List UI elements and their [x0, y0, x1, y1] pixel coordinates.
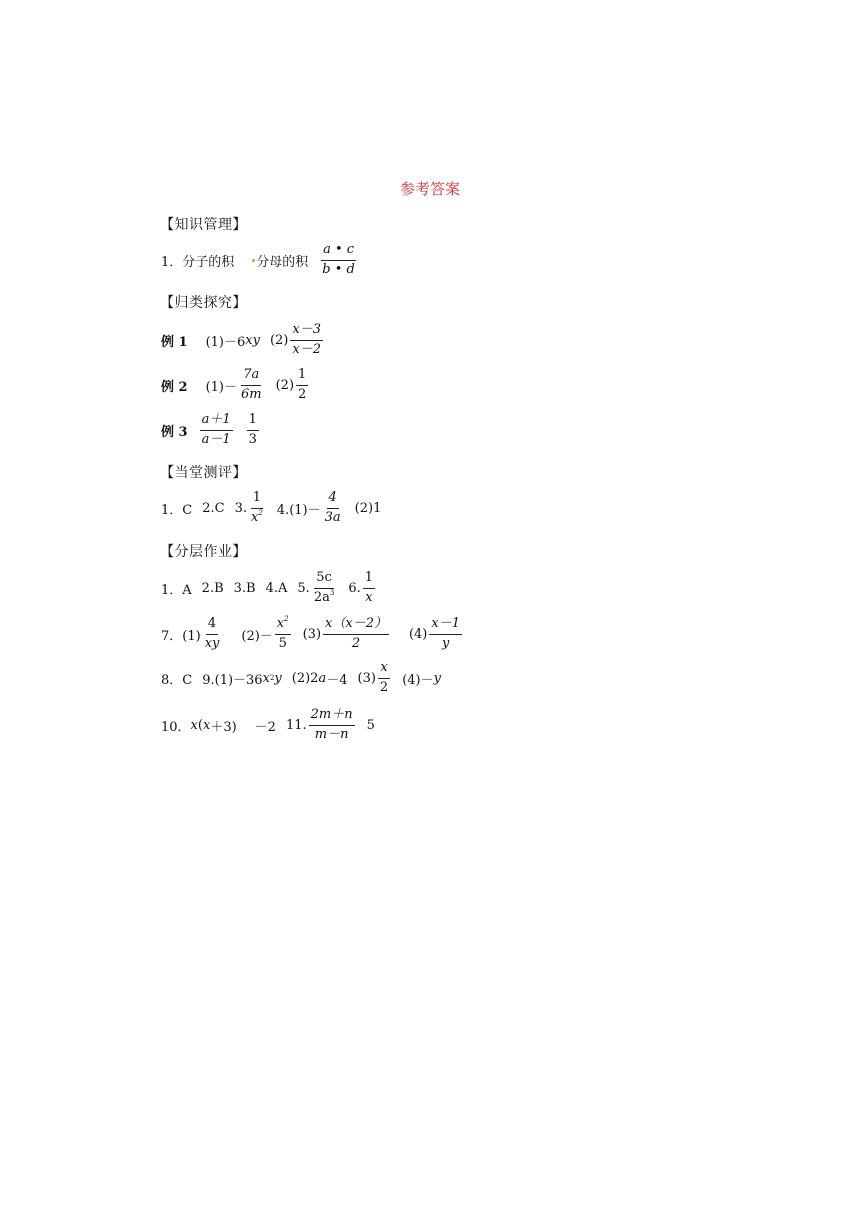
- h1-a: 1．A: [161, 582, 192, 598]
- h3-bx: x: [262, 670, 270, 686]
- answer-line-h2: [161, 612, 464, 656]
- t1-den-text: x: [250, 509, 259, 525]
- ex1-fraction: [290, 323, 323, 358]
- k1-text2: 分母的积: [256, 254, 309, 270]
- h3-b: 9.(1)－36: [202, 672, 263, 688]
- k1-fraction: [320, 243, 357, 278]
- h4-a: 10．: [161, 719, 191, 735]
- h4-b: －2: [254, 719, 276, 735]
- h2-a: 7．(1): [161, 628, 201, 644]
- h2-fraction-1: [203, 617, 222, 652]
- h1-den1-text: 2a: [313, 589, 330, 605]
- h3-fraction: [378, 661, 390, 696]
- h4-fraction: [309, 708, 355, 743]
- h2-num3: x（x－2）: [323, 617, 389, 635]
- h1-den1: $2a^3$: [313, 588, 335, 605]
- t1-fraction-1: [249, 491, 265, 526]
- h3-ca: a: [318, 670, 327, 686]
- t1-fraction-2: [323, 491, 343, 526]
- h3-den: 2: [379, 679, 389, 695]
- h1-e: 5.: [297, 580, 310, 596]
- ex2-label: 例 2: [161, 379, 188, 395]
- ex1-p2: (2): [269, 332, 289, 348]
- ex2-num2: 1: [296, 368, 308, 386]
- h2-b: (2)－: [241, 628, 273, 644]
- t1-den2: 3a: [324, 509, 341, 525]
- t1-a: 1．C: [161, 502, 193, 518]
- answer-line-h4: [161, 703, 375, 747]
- section-homework: 【分层作业】: [160, 544, 247, 560]
- h3-by: y: [274, 670, 282, 686]
- h2-c: (3): [302, 626, 322, 642]
- answer-line-h3: 8．C 9.(1)－36 x 2 y (2)2 a －4 (3) $\frac{x}{2}$ (4)－ y: [161, 659, 441, 695]
- answer-line-ex1: [161, 318, 325, 362]
- section-test: 【当堂测评】: [160, 465, 247, 481]
- h4-ax2: x: [202, 717, 211, 733]
- h1-den2: x: [365, 589, 373, 605]
- ex3-den1: a－1: [201, 431, 231, 447]
- answer-line-k1: [161, 238, 359, 282]
- ex1-num: x－3: [290, 323, 323, 341]
- t1-b: 2.C: [202, 500, 225, 516]
- h2-den4: y: [442, 635, 450, 651]
- ex3-den2: 3: [248, 431, 257, 447]
- ex2-p1: (1)－: [205, 379, 237, 395]
- h2-den2: 5: [278, 635, 287, 651]
- dot-mark: [252, 259, 255, 262]
- ex1-den: x－2: [292, 341, 321, 357]
- t1-den: $x^2$: [250, 508, 263, 525]
- t1-c: 3.: [234, 500, 247, 516]
- answer-line-ex2: [161, 363, 310, 407]
- k1-label: 1．分子的积: [161, 254, 235, 270]
- answer-line-ex3: [161, 408, 261, 452]
- h2-fraction-4: [429, 617, 462, 652]
- k1-num: a • c: [321, 243, 356, 261]
- h3-a: 8．C: [161, 672, 193, 688]
- section-explore: 【归类探究】: [160, 295, 247, 311]
- ex3-fraction-1: [200, 413, 233, 448]
- h1-fraction-2: [363, 571, 375, 606]
- h4-a2: (: [197, 717, 203, 733]
- t1-num2: 4: [327, 491, 339, 509]
- h4-den: m－n: [314, 726, 349, 742]
- h4-ax: x: [190, 717, 198, 733]
- ex3-num2: 1: [247, 413, 259, 431]
- h2-fraction-2: [275, 614, 291, 652]
- ex2-den2: 2: [298, 386, 307, 402]
- h2-d: (4): [408, 626, 428, 642]
- ex3-num1: a＋1: [200, 413, 233, 431]
- h1-b: 2.B: [201, 580, 224, 596]
- section-knowledge: 【知识管理】: [160, 217, 247, 233]
- h4-num: 2m＋n: [309, 708, 355, 726]
- h1-num2: 1: [363, 571, 375, 589]
- answer-line-t1: [161, 486, 381, 530]
- ex1-p1: (1)－6: [205, 334, 246, 350]
- t1-e: (2)1: [354, 500, 382, 516]
- h2-num4: x－1: [429, 617, 462, 635]
- h3-e: (4)－: [402, 672, 434, 688]
- h4-a3: ＋3): [210, 719, 237, 735]
- ex2-fraction-2: [296, 368, 308, 403]
- h1-c: 3.B: [233, 580, 256, 596]
- h1-f: 6.: [348, 580, 361, 596]
- ex2-den1: 6m: [241, 386, 262, 402]
- t1-num: 1: [251, 491, 263, 509]
- ex2-p2: (2): [275, 377, 295, 393]
- h1-num1: 5c: [314, 571, 334, 589]
- ex2-num1: 7a: [241, 368, 261, 386]
- ex1-label: 例 1: [161, 334, 188, 350]
- h2-num1: 4: [206, 617, 218, 635]
- h3-num: x: [378, 661, 389, 679]
- h2-fraction-3: [323, 617, 389, 652]
- h2-num2: $x^2$: [275, 617, 291, 635]
- h2-den1: xy: [204, 635, 220, 651]
- page-title: 参考答案: [399, 180, 460, 198]
- h2-den3: 2: [351, 635, 361, 651]
- h3-ey: y: [433, 670, 441, 686]
- h4-d: 5: [366, 717, 375, 733]
- k1-den: b • d: [322, 261, 355, 277]
- ex3-label: 例 3: [161, 424, 188, 440]
- t1-d: 4.(1)－: [276, 502, 321, 518]
- h1-d: 4.A: [265, 580, 288, 596]
- answer-line-h1: [161, 566, 377, 610]
- h3-c: (2)2: [291, 670, 319, 686]
- h3-cc: －4: [326, 672, 348, 688]
- h3-d: (3): [357, 670, 376, 686]
- h2-num2-text: x: [276, 615, 285, 631]
- ex1-p1v: xy: [245, 332, 260, 348]
- ex3-fraction-2: [247, 413, 259, 448]
- h1-fraction-1: [312, 571, 337, 606]
- ex2-fraction-1: [239, 368, 264, 403]
- h4-c: 11.: [285, 717, 307, 733]
